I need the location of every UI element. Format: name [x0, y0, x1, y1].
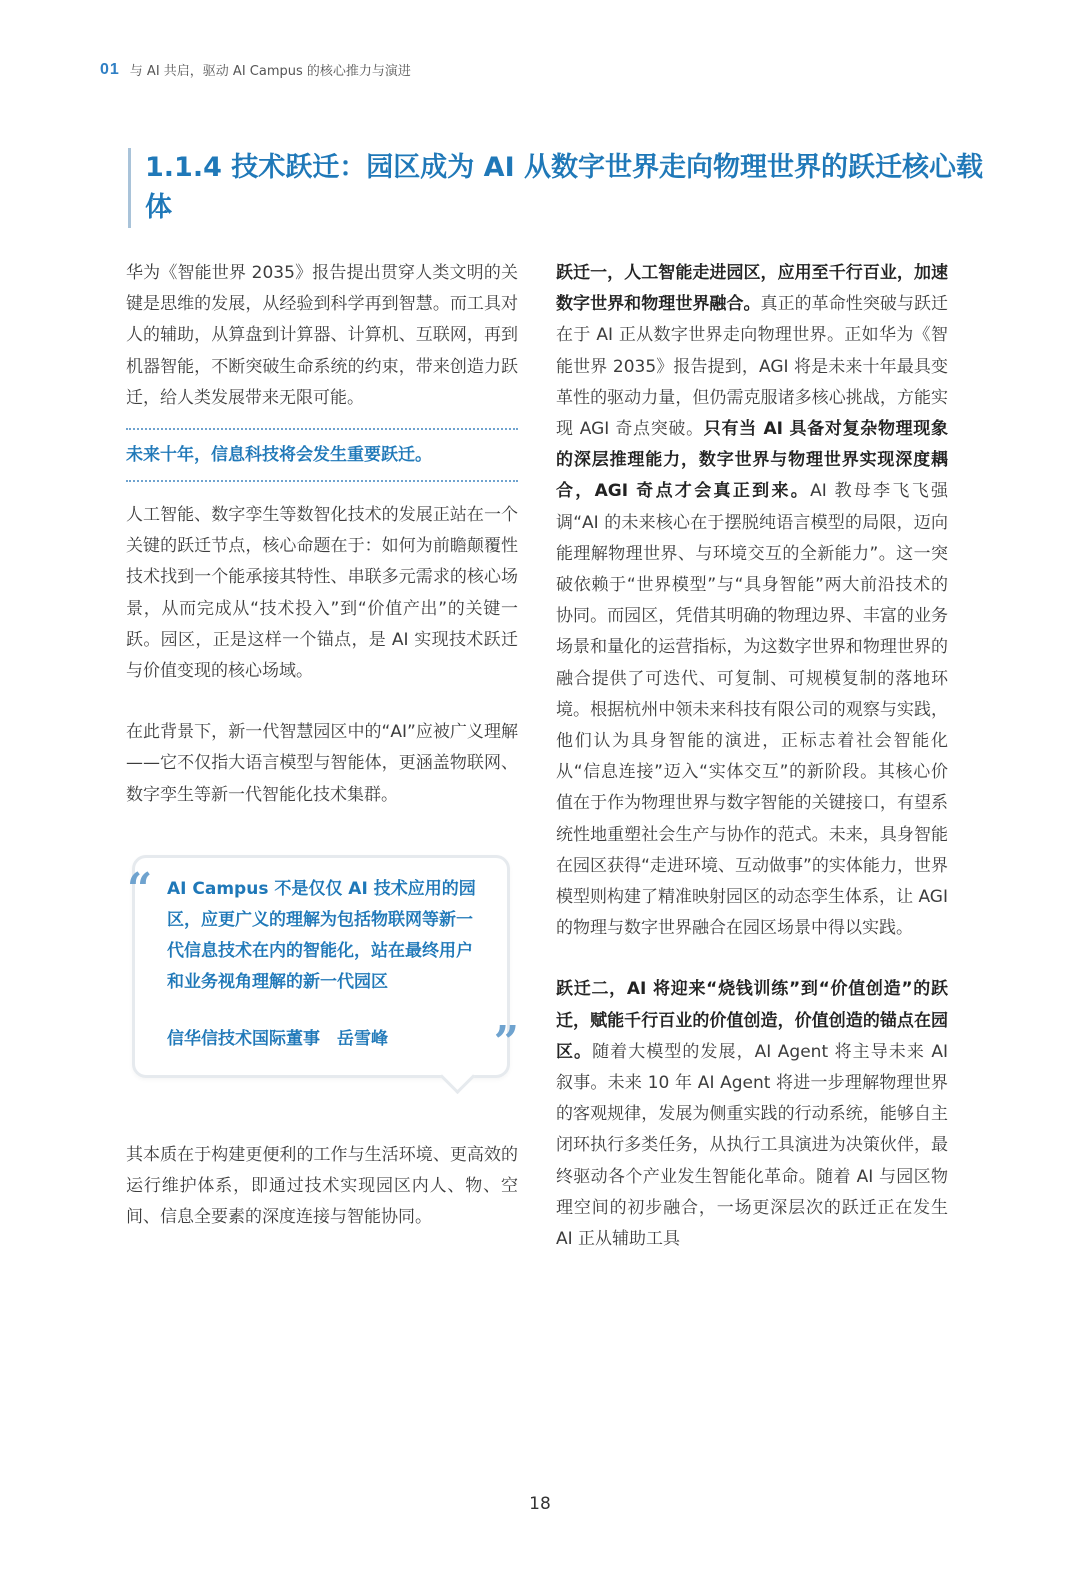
right-paragraph-2	[556, 974, 948, 1255]
left-paragraph-4: 其本质在于构建更便利的工作与生活环境、更高效的运行维护体系，即通过技术实现园区内人、物、空间、信息全要素的深度连接与智能协同。	[126, 1144, 518, 1228]
right-p1-bold-b: 只有当 AI 具备对复杂物理现象的深层推理能力，数字世界与物理世界实现深度耦合，AGI 奇点才会真正到来。	[556, 419, 948, 502]
right-p1-bold-a: 跃迁一，人工智能走进园区，应用至千行百业，加速数字世界和物理世界融合。	[556, 263, 948, 315]
section-title: 1.1.4 技术跃迁：园区成为 AI 从数字世界走向物理世界的跃迁核心载体	[128, 148, 985, 228]
right-column	[556, 258, 948, 1255]
left-paragraph-1: 华为《智能世界 2035》报告提出贯穿人类文明的关键是思维的发展，从经验到科学再到智慧。而工具对人的辅助，从算盘到计算器、计算机、互联网，再到机器智能，不断突破生命系统的约束，带来创造力跃迁，给人类发展带来无限可能。	[126, 263, 518, 408]
quote-text: AI Campus 不是仅仅 AI 技术应用的园区，应更广义的理解为包括物联网等新一代信息技术在内的智能化，站在最终用户和业务视角理解的新一代园区	[167, 878, 476, 992]
right-paragraph-1	[556, 258, 948, 944]
open-quote-icon: “	[127, 863, 153, 915]
right-p1-text-b: AI 教母李飞飞强调“AI 的未来核心在于摆脱纯语言模型的局限，迈向能理解物理世界、与环境交互的全新能力”。这一突破依赖于“世界模型”与“具身智能”两大前沿技术的协同。而园区，凭借其明确的物理边界、丰富的业务场景和量化的运营指标，为这数字世界和物理世界的融合提供了可迭代、可复制、可规模复制的落地环境。根据杭州中领未来科技有限公司的观察与实践，他们认为具身智能的演进，正标志着社会智能化从“信息连接”迈入“实体交互”的新阶段。其核心价值在于作为物理世界与数字智能的关键接口，有望系统性地重塑社会生产与协作的范式。未来，具身智能在园区获得“走进环境、互动做事”的实体能力，世界模型则构建了精准映射园区的动态孪生体系，让 AGI 的物理与数字世界融合在园区场景中得以实践。	[556, 481, 949, 939]
page-number: 18	[529, 1494, 551, 1514]
close-quote-icon: ”	[493, 1016, 519, 1068]
left-paragraph-2: 人工智能、数字孪生等数智化技术的发展正站在一个关键的跃迁节点，核心命题在于：如何为前瞻颠覆性技术找到一个能承接其特性、串联多元需求的核心场景，从而完成从“技术投入”到“价值产出”的关键一跃。园区，正是这样一个锚点，是 AI 实现技术跃迁与价值变现的核心场域。	[126, 505, 518, 682]
left-paragraph-3: 在此背景下，新一代智慧园区中的“AI”应被广义理解——它不仅指大语言模型与智能体，更涵盖物联网、数字孪生等新一代智能化技术集群。	[126, 722, 518, 805]
quote-author: 信华信技术国际董事 岳雪峰	[167, 1028, 388, 1049]
chapter-number: 01	[100, 60, 120, 78]
right-p2-bold: 跃迁二，AI 将迎来“烧钱训练”到“价值创造”的跃迁，赋能千行百业的价值创造，价值创造的锚点在园区。	[556, 979, 948, 1062]
quote-card	[127, 855, 519, 1078]
left-column	[126, 258, 518, 1233]
running-header	[100, 60, 411, 79]
chapter-title: 与 AI 共启，驱动 AI Campus 的核心推力与演进	[129, 64, 411, 79]
right-p2-text: 随着大模型的发展，AI Agent 将主导未来 AI 叙事。未来 10 年 AI Agent 将进一步理解物理世界的客观规律，发展为侧重实践的行动系统，能够自主闭环执行多类任务，从执行工具演进为决策伙伴，最终驱动各个产业发生智能化革命。随着 AI 与园区物理空间的初步融合，一场更深层次的跃迁正在发生 AI 正从辅助工具	[556, 1041, 948, 1250]
right-p1-text-a: 真正的革命性突破与跃迁在于 AI 正从数字世界走向物理世界。正如华为《智能世界 2035》报告提到，AGI 将是未来十年最具变革性的驱动力量，但仍需克服诸多核心挑战，方能实现 AGI 奇点突破。	[556, 294, 949, 440]
highlight-callout: 未来十年，信息科技将会发生重要跃迁。	[126, 428, 518, 482]
